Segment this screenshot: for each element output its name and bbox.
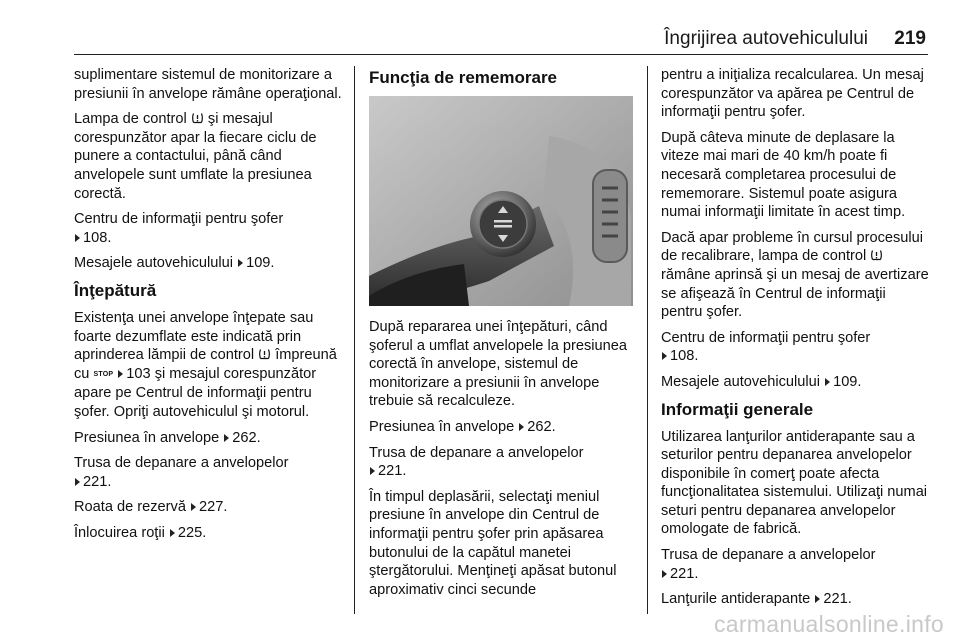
page-reference-arrow-icon: [825, 378, 830, 386]
cross-reference[interactable]: Mesajele autovehiculului 109.: [661, 373, 862, 390]
page-reference-arrow-icon: [370, 467, 375, 475]
cross-reference[interactable]: Trusa de depanare a anvelopelor 221.: [74, 455, 289, 490]
column-2: [369, 66, 633, 606]
cross-reference[interactable]: Roata de rezervă 227.: [74, 499, 228, 516]
page-reference-arrow-icon: [238, 259, 243, 267]
paragraph: suplimentare sistemul de monitorizare a presiunii în anvelope rămâne operaţional.: [74, 67, 342, 102]
wiper-stalk-button-illustration: [369, 96, 633, 306]
page-reference-arrow-icon: [118, 370, 123, 378]
cross-reference[interactable]: Lanţurile antiderapante 221.: [661, 591, 852, 608]
page-reference-arrow-icon: [815, 595, 820, 603]
cross-reference[interactable]: Centru de informaţii pentru şofer 108.: [661, 329, 871, 365]
stop-warning-icon: STOP: [93, 370, 114, 378]
cross-reference[interactable]: Trusa de depanare a anvelopelor 221.: [661, 547, 876, 582]
cross-reference[interactable]: Presiunea în anvelope 262.: [74, 429, 261, 446]
paragraph: Existenţa unei anvelope înţepate sau foarte dezumflate este indicată prin aprinderea lămpii de control împreună cu STOP 103 şi mesajul corespunzător apare pe Centrul de informaţii pentru şofer. Opriţi autovehiculul şi motorul.: [74, 309, 337, 420]
cross-reference[interactable]: Înlocuirea roţii 225.: [74, 524, 207, 541]
tire-pressure-warning-icon: [258, 348, 271, 360]
page-reference-arrow-icon: [519, 423, 524, 431]
column-divider: [647, 66, 648, 614]
paragraph: După câteva minute de deplasare la viteze mai mari de 40 km/h poate fi necesară completarea procesului de rememorare. Sistemul poate asigura numai informaţii limitate în acest timp.: [661, 129, 906, 221]
cross-reference[interactable]: Presiunea în anvelope 262.: [369, 418, 556, 435]
section-heading: Funcţia de rememorare: [369, 68, 558, 87]
cross-reference[interactable]: Centru de informaţii pentru şofer 108.: [74, 211, 284, 246]
paragraph: În timpul deplasării, selectaţi meniul presiune în anvelope din Centrul de informaţii pentru şofer prin apăsarea butonului de la capătul manetei ştergătorului. Menţineţi apăsat butonul aproximativ cinci secunde: [369, 488, 617, 598]
page-reference-arrow-icon: [662, 352, 667, 360]
page-reference-arrow-icon: [170, 529, 175, 537]
paragraph: pentru a iniţializa recalcularea. Un mesaj corespunzător va apărea pe Centrul de informaţii pentru şofer.: [661, 67, 924, 121]
page-reference-arrow-icon: [224, 434, 229, 442]
paragraph: Lampa de control şi mesajul corespunzător apar la fiecare ciclu de punere a contactului, până când anvelopele sunt umflate la presiunea corectă.: [74, 111, 317, 202]
paragraph: Dacă apar probleme în cursul procesului de recalibrare, lampa de control rămâne aprinsă şi un mesaj de avertizare se afişează în Centrul de informaţii pentru şofer.: [661, 229, 929, 321]
tire-pressure-warning-icon: [870, 249, 883, 261]
paragraph: Utilizarea lanţurilor antiderapante sau a seturilor pentru depanarea anvelopelor disponibile în comerţ poate afecta funcţionalitatea sistemului. Utilizaţi numai seturi pentru depanarea anvelopelor omologate de fabrică.: [661, 428, 928, 538]
header-rule: [74, 54, 928, 55]
page-reference-arrow-icon: [75, 478, 80, 486]
watermark: carmanualsonline.info: [713, 611, 944, 637]
paragraph: După repararea unei înţepături, când şoferul a umflat anvelopele la presiunea corectă în anvelope, sistemul de monitorizare a presiunii în anvelope trebuie să recalculeze.: [369, 319, 627, 410]
page-reference-arrow-icon: [662, 570, 667, 578]
cross-reference[interactable]: Mesajele autovehiculului 109.: [74, 255, 275, 272]
page-reference-arrow-icon: [191, 503, 196, 511]
page-reference-arrow-icon: [75, 234, 80, 242]
page-header: [0, 0, 960, 50]
cross-reference[interactable]: Trusa de depanare a anvelopelor 221.: [369, 444, 584, 480]
tire-pressure-warning-icon: [191, 112, 204, 124]
column-divider: [354, 66, 355, 614]
section-title: Îngrijirea autovehiculului: [664, 28, 868, 49]
section-heading: Înţepătură: [74, 280, 157, 300]
page-number: 219: [894, 28, 926, 49]
column-1: [74, 66, 344, 549]
section-heading: Informaţii generale: [661, 399, 814, 419]
column-3: [661, 66, 931, 616]
